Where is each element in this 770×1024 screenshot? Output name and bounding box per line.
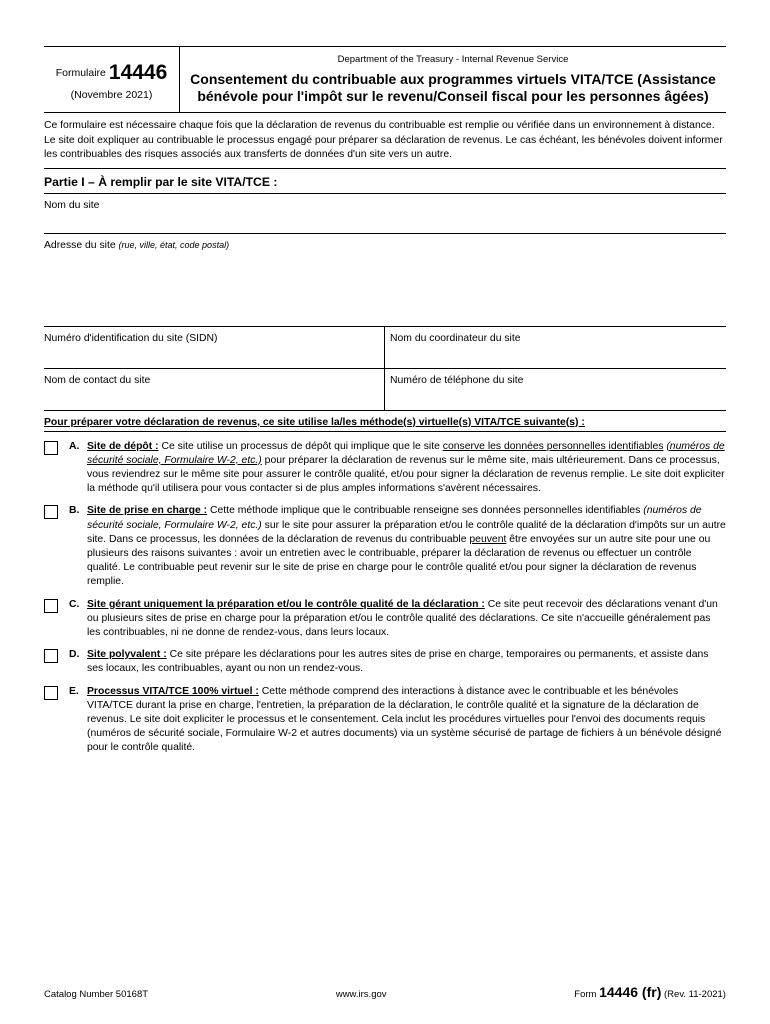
option-a-italic: (numéros de sécurité sociale, Formulaire W-2, etc.) xyxy=(87,440,725,466)
option-d-text xyxy=(87,648,726,676)
option-e-title: Processus VITA/TCE 100% virtuel : xyxy=(87,685,259,697)
option-e-text-1: Cette méthode comprend des interactions à distance avec le contribuable et les bénévoles VITA/TCE durant la prise en charge, l'entretien, la préparation de la déclaration, le contrôle qualité et la signature de la déclaration de revenus. Le site doit expliciter le processus et le consentement. Cela inclut les procédures virtuelles pour l'envoi des documents requis (numéros de sécurité sociale, Formulaire W-2 et autres documents) via un système sécurisé de partage de fichiers à un bénévole désigné pour le contrôle qualité. xyxy=(87,685,722,754)
footer-form-id: 14446 (fr) xyxy=(599,984,662,1000)
option-a xyxy=(44,440,726,497)
catalog-number: Catalog Number 50168T xyxy=(44,989,149,1000)
option-a-title: Site de dépôt : xyxy=(87,440,159,452)
option-c-text xyxy=(87,598,726,641)
option-b-title: Site de prise en charge : xyxy=(87,505,208,517)
sidn-coordinator-row xyxy=(44,327,726,369)
sidn-label: Numéro d'identification du site (SIDN) xyxy=(44,332,218,344)
part1-title: Partie I – À remplir par le site VITA/TCE : xyxy=(44,175,726,194)
contact-field[interactable] xyxy=(44,369,385,410)
option-e xyxy=(44,685,726,756)
option-a-letter: A. xyxy=(69,440,80,452)
option-c xyxy=(44,598,726,641)
option-d-letter: D. xyxy=(69,649,80,661)
footer-revision: (Rev. 11-2021) xyxy=(664,989,726,1000)
option-b-checkbox[interactable] xyxy=(44,505,58,519)
form-footer xyxy=(44,984,726,1000)
contact-phone-row xyxy=(44,369,726,411)
form-title xyxy=(180,71,726,105)
site-name-field[interactable] xyxy=(44,194,726,234)
option-c-text-1: Ce site peut recevoir des déclarations venant d'un ou plusieurs sites de prise en charge pour la préparation et/ou le contrôle qualité des déclarations. Ce site n'accueille généralement pas les contribuables, ni ne donne de rendez-vous, dans leurs locaux. xyxy=(87,598,718,638)
coordinator-field[interactable] xyxy=(385,327,726,368)
option-d-checkbox[interactable] xyxy=(44,649,58,663)
option-b-underlined: peuvent xyxy=(469,533,507,545)
phone-field[interactable] xyxy=(385,369,726,410)
option-b xyxy=(44,504,726,589)
form-date: (Novembre 2021) xyxy=(70,89,153,101)
form-identifier xyxy=(44,47,180,112)
form-page xyxy=(44,46,726,756)
title-block xyxy=(180,47,726,112)
option-e-letter: E. xyxy=(69,685,79,697)
option-b-text-2: sur le site pour assurer la préparation et/ou le contrôle qualité de la déclaration d'impôts sur un autre site. Dans ce processus, les données de la déclaration de revenus du contribuable xyxy=(87,519,726,545)
option-c-letter: C. xyxy=(69,598,80,610)
methods-heading: Pour préparer votre déclaration de revenus, ce site utilise la/les méthode(s) virtuelle(s) VITA/TCE suivante(s) : xyxy=(44,417,726,432)
option-e-checkbox[interactable] xyxy=(44,686,58,700)
form-label: Formulaire xyxy=(55,67,106,79)
option-a-underlined: conserve les données personnelles identifiables xyxy=(442,440,664,452)
form-title-line2: bénévole pour l'impôt sur le revenu/Conseil fiscal pour les personnes âgées) xyxy=(197,88,709,104)
site-address-field[interactable] xyxy=(44,234,726,327)
option-d-text-1: Ce site prépare les déclarations pour les autres sites de prise en charge, temporaires ou permanents, et assiste dans ses locaux, les contribuables, ayant ou non un rendez-vous. xyxy=(87,649,709,675)
option-b-letter: B. xyxy=(69,505,80,517)
form-number: 14446 xyxy=(108,61,168,84)
option-c-title: Site gérant uniquement la préparation et/ou le contrôle qualité de la déclaration : xyxy=(87,598,485,610)
sidn-field[interactable] xyxy=(44,327,385,368)
option-b-text-1: Cette méthode implique que le contribuable renseigne ses données personnelles identifiables xyxy=(207,505,644,517)
phone-label: Numéro de téléphone du site xyxy=(390,374,524,386)
option-e-text xyxy=(87,685,726,756)
form-header xyxy=(44,46,726,113)
option-a-text-2: pour préparer la déclaration de revenus sur le même site, mais ultérieurement. Dans ce processus, vous reviendrez sur le même site pour assurer le contrôle qualité, et/ou pour signer la déclaration de revenus remplie. Le site doit expliciter la méthode qu'il utilisera pour vous contacter si de plus amples informations s'avèrent nécessaires. xyxy=(87,454,725,495)
option-a-checkbox[interactable] xyxy=(44,441,58,455)
footer-form-number xyxy=(574,984,726,1000)
option-a-text xyxy=(87,440,726,497)
option-d-title: Site polyvalent : xyxy=(87,649,167,661)
site-address-label: Adresse du site xyxy=(44,239,116,251)
site-address-hint: (rue, ville, état, code postal) xyxy=(118,239,230,250)
option-d xyxy=(44,648,726,676)
coordinator-label: Nom du coordinateur du site xyxy=(390,332,521,344)
contact-label: Nom de contact du site xyxy=(44,374,151,386)
intro-paragraph: Ce formulaire est nécessaire chaque fois que la déclaration de revenus du contribuable est remplie ou vérifiée dans un environnement à distance. Le site doit expliquer au contribuable le processus engagé pour préparer sa déclaration de revenus. Le cas échéant, les bénévoles doivent informer les contribuables des risques associés aux transferts de données d'un site vers un autre. xyxy=(44,119,726,169)
option-a-text-1: Ce site utilise un processus de dépôt qui implique que le site xyxy=(158,440,443,452)
footer-form-word: Form xyxy=(574,989,597,1000)
site-name-label: Nom du site xyxy=(44,199,100,211)
option-b-text xyxy=(87,504,726,589)
option-b-text-3: être envoyées sur un autre site pour une ou plusieurs des raisons suivantes : avoir un entretien avec le contribuable, préparer la déclaration de revenus ou effectuer un contrôle qualité. Le contribuable peut revenir sur le site de prise en charge pour le contrôle qualité et/ou pour signer la déclaration de revenus remplie. xyxy=(87,533,711,588)
form-title-line1: Consentement du contribuable aux programmes virtuels VITA/TCE (Assistance xyxy=(190,71,716,87)
option-b-italic: (numéros de sécurité sociale, Formulaire W-2, etc.) xyxy=(87,505,702,531)
option-c-checkbox[interactable] xyxy=(44,599,58,613)
department-name: Department of the Treasury - Internal Revenue Service xyxy=(337,54,569,65)
website-link[interactable]: www.irs.gov xyxy=(335,989,387,1000)
